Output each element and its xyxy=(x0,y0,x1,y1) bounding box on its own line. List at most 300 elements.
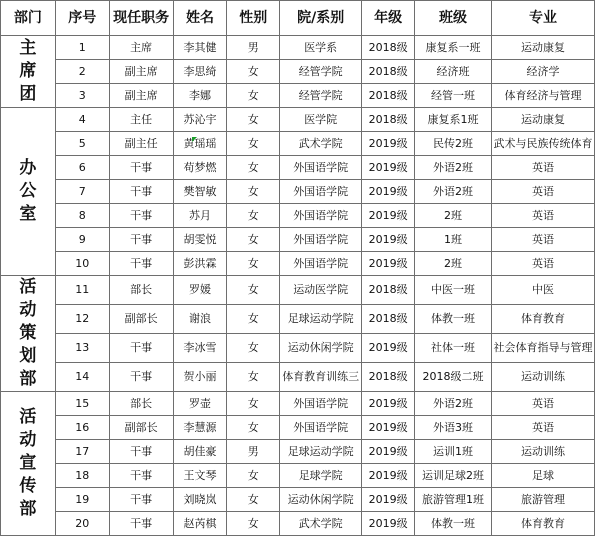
row-school-cell[interactable] xyxy=(280,84,362,108)
row-major: 英语 xyxy=(531,185,554,198)
row-major: 体育教育 xyxy=(520,516,565,530)
row-class: 外语2班 xyxy=(433,396,473,410)
row-school-cell[interactable] xyxy=(280,511,362,535)
row-class-cell[interactable] xyxy=(415,180,492,204)
row-class: 中医一班 xyxy=(431,283,475,297)
row-name: 彭洪霖 xyxy=(183,257,217,270)
row-position-cell[interactable] xyxy=(109,252,173,276)
row-name-cell[interactable] xyxy=(173,108,227,132)
row-index: 3 xyxy=(78,89,86,102)
row-name-cell[interactable] xyxy=(173,252,227,276)
school-header[interactable]: 院/系别 xyxy=(280,1,362,36)
row-school: 足球运动学院 xyxy=(287,444,354,458)
row-class-cell[interactable] xyxy=(415,276,492,305)
row-class-cell[interactable] xyxy=(415,228,492,252)
row-school: 运动医学院 xyxy=(293,283,349,297)
row-major-cell[interactable] xyxy=(491,511,594,535)
row-grade: 2018级 xyxy=(368,89,408,102)
row-grade: 2018级 xyxy=(368,41,408,54)
row-school-cell[interactable] xyxy=(280,304,362,333)
row-name-cell[interactable] xyxy=(173,60,227,84)
row-gender: 女 xyxy=(247,468,259,482)
row-class-cell[interactable] xyxy=(415,463,492,487)
row-class-cell[interactable] xyxy=(415,333,492,362)
row-major-cell[interactable] xyxy=(491,60,594,84)
row-gender-cell[interactable] xyxy=(227,391,280,415)
row-major-cell[interactable] xyxy=(491,463,594,487)
row-grade: 2019级 xyxy=(368,137,408,150)
row-class-cell[interactable] xyxy=(415,132,492,156)
row-position: 干事 xyxy=(130,233,153,246)
row-major-cell[interactable] xyxy=(491,415,594,439)
row-grade-cell[interactable] xyxy=(362,511,415,535)
row-position: 副主席 xyxy=(124,65,158,78)
row-grade: 2019级 xyxy=(368,209,408,222)
row-school: 经管学院 xyxy=(298,65,343,78)
dept-label: 主席团 xyxy=(19,38,37,104)
row-index-cell[interactable] xyxy=(55,84,109,108)
row-major: 英语 xyxy=(531,257,554,270)
row-gender-cell[interactable] xyxy=(227,156,280,180)
row-index-cell[interactable] xyxy=(55,333,109,362)
row-grade-cell[interactable] xyxy=(362,84,415,108)
row-grade-cell[interactable] xyxy=(362,180,415,204)
table-row xyxy=(1,333,595,362)
row-gender-cell[interactable] xyxy=(227,439,280,463)
row-gender-cell[interactable] xyxy=(227,228,280,252)
row-class-cell[interactable] xyxy=(415,362,492,391)
row-gender-cell[interactable] xyxy=(227,60,280,84)
row-name-cell[interactable] xyxy=(173,511,227,535)
row-grade-cell[interactable] xyxy=(362,463,415,487)
row-school: 经管学院 xyxy=(298,89,343,102)
row-position-cell[interactable] xyxy=(109,391,173,415)
table-row xyxy=(1,252,595,276)
row-name: 罗媛 xyxy=(188,283,211,297)
row-index: 8 xyxy=(78,209,86,222)
row-gender-cell[interactable] xyxy=(227,204,280,228)
row-position-cell[interactable] xyxy=(109,487,173,511)
row-position-cell[interactable] xyxy=(109,276,173,305)
row-grade: 2018级 xyxy=(368,283,408,297)
row-major-cell[interactable] xyxy=(491,487,594,511)
row-class: 社体一班 xyxy=(431,341,475,355)
row-index-cell[interactable] xyxy=(55,362,109,391)
row-gender: 女 xyxy=(247,161,259,174)
row-major: 运动康复 xyxy=(520,41,565,54)
row-major-cell[interactable] xyxy=(491,180,594,204)
row-grade-cell[interactable] xyxy=(362,204,415,228)
row-index-cell[interactable] xyxy=(55,204,109,228)
row-name-cell[interactable] xyxy=(173,36,227,60)
row-gender: 女 xyxy=(247,396,259,410)
row-name-cell[interactable] xyxy=(173,333,227,362)
row-index-cell[interactable] xyxy=(55,108,109,132)
major-header[interactable]: 专业 xyxy=(491,1,594,36)
row-name-cell[interactable] xyxy=(173,362,227,391)
row-name-cell[interactable] xyxy=(173,439,227,463)
row-major: 运动康复 xyxy=(520,113,565,126)
row-gender-cell[interactable] xyxy=(227,415,280,439)
row-name: 苏月 xyxy=(188,209,211,222)
row-grade-cell[interactable] xyxy=(362,439,415,463)
row-gender-cell[interactable] xyxy=(227,304,280,333)
row-major-cell[interactable] xyxy=(491,304,594,333)
row-class-cell[interactable] xyxy=(415,204,492,228)
row-school-cell[interactable] xyxy=(280,36,362,60)
row-name: 李思绮 xyxy=(183,65,217,78)
row-index: 12 xyxy=(75,312,90,326)
row-position-cell[interactable] xyxy=(109,204,173,228)
row-name-cell[interactable] xyxy=(173,132,227,156)
row-major: 体育经济与管理 xyxy=(504,89,582,102)
row-school-cell[interactable] xyxy=(280,204,362,228)
row-index-cell[interactable] xyxy=(55,439,109,463)
row-index: 9 xyxy=(78,233,86,246)
row-class: 旅游管理1班 xyxy=(422,492,484,506)
row-name-cell[interactable] xyxy=(173,156,227,180)
row-index-cell[interactable] xyxy=(55,180,109,204)
row-name: 黄瑶瑶 xyxy=(183,137,217,150)
row-position: 干事 xyxy=(130,468,153,482)
row-school-cell[interactable] xyxy=(280,60,362,84)
row-gender-cell[interactable] xyxy=(227,333,280,362)
dept-label: 活动宣传部 xyxy=(19,406,37,519)
row-class-cell[interactable] xyxy=(415,391,492,415)
row-index: 6 xyxy=(78,161,86,174)
table-row xyxy=(1,487,595,511)
row-school-cell[interactable] xyxy=(280,463,362,487)
row-grade-cell[interactable] xyxy=(362,415,415,439)
row-class: 运训1班 xyxy=(433,444,473,458)
dept-cell[interactable] xyxy=(1,276,56,392)
row-gender: 女 xyxy=(247,283,259,297)
row-school: 武术学院 xyxy=(298,516,343,530)
row-gender: 女 xyxy=(247,185,259,198)
row-major-cell[interactable] xyxy=(491,362,594,391)
row-gender: 女 xyxy=(247,65,259,78)
row-school-cell[interactable] xyxy=(280,487,362,511)
row-index: 4 xyxy=(78,113,86,126)
row-class-cell[interactable] xyxy=(415,439,492,463)
row-name: 赵芮棋 xyxy=(183,516,217,530)
dept-cell[interactable] xyxy=(1,391,56,535)
row-index-cell[interactable] xyxy=(55,487,109,511)
row-gender: 女 xyxy=(247,89,259,102)
grade-header[interactable]: 年级 xyxy=(362,1,415,36)
row-major-cell[interactable] xyxy=(491,84,594,108)
dept-header[interactable]: 部门 xyxy=(1,1,56,36)
row-class: 1班 xyxy=(444,233,462,246)
row-grade-cell[interactable] xyxy=(362,333,415,362)
row-name: 李慧源 xyxy=(183,420,217,434)
row-gender-cell[interactable] xyxy=(227,487,280,511)
row-major: 英语 xyxy=(531,209,554,222)
row-index: 2 xyxy=(78,65,86,78)
row-school: 外国语学院 xyxy=(293,257,349,270)
row-position-cell[interactable] xyxy=(109,439,173,463)
row-major-cell[interactable] xyxy=(491,204,594,228)
row-school: 运动休闲学院 xyxy=(287,492,354,506)
row-name: 刘晓岚 xyxy=(183,492,217,506)
row-grade: 2019级 xyxy=(368,492,408,506)
row-index: 18 xyxy=(75,468,90,482)
row-name: 苟梦燃 xyxy=(183,161,217,174)
row-school-cell[interactable] xyxy=(280,156,362,180)
row-position: 干事 xyxy=(130,444,153,458)
row-gender: 女 xyxy=(247,233,259,246)
row-name-cell[interactable] xyxy=(173,391,227,415)
row-major-cell[interactable] xyxy=(491,228,594,252)
row-major: 足球 xyxy=(531,468,554,482)
row-grade-cell[interactable] xyxy=(362,304,415,333)
row-gender-cell[interactable] xyxy=(227,463,280,487)
row-school: 足球运动学院 xyxy=(287,312,354,326)
row-grade-cell[interactable] xyxy=(362,108,415,132)
row-position: 干事 xyxy=(130,209,153,222)
row-index: 17 xyxy=(75,444,90,458)
row-school-cell[interactable] xyxy=(280,391,362,415)
row-major: 中医 xyxy=(531,283,554,297)
row-name-cell[interactable] xyxy=(173,276,227,305)
row-grade: 2019级 xyxy=(368,468,408,482)
row-index: 20 xyxy=(75,516,90,530)
row-position: 部长 xyxy=(130,396,153,410)
row-index-cell[interactable] xyxy=(55,415,109,439)
row-grade: 2018级 xyxy=(368,113,408,126)
row-major: 体育教育 xyxy=(520,312,565,326)
table-row xyxy=(1,415,595,439)
row-school-cell[interactable] xyxy=(280,439,362,463)
row-grade-cell[interactable] xyxy=(362,276,415,305)
row-name: 苏沁宇 xyxy=(183,113,217,126)
row-position-cell[interactable] xyxy=(109,60,173,84)
row-major-cell[interactable] xyxy=(491,156,594,180)
row-position: 副主任 xyxy=(124,137,158,150)
row-position: 干事 xyxy=(130,185,153,198)
table-row xyxy=(1,439,595,463)
row-index-cell[interactable] xyxy=(55,511,109,535)
row-class: 经管一班 xyxy=(431,89,475,102)
row-gender-cell[interactable] xyxy=(227,36,280,60)
row-gender-cell[interactable] xyxy=(227,252,280,276)
table-row xyxy=(1,228,595,252)
row-school: 外国语学院 xyxy=(293,185,349,198)
row-major-cell[interactable] xyxy=(491,333,594,362)
row-major-cell[interactable] xyxy=(491,391,594,415)
row-position: 干事 xyxy=(130,516,153,530)
row-class-cell[interactable] xyxy=(415,156,492,180)
row-position-cell[interactable] xyxy=(109,132,173,156)
row-class: 康复系一班 xyxy=(425,41,481,54)
row-position-cell[interactable] xyxy=(109,180,173,204)
row-grade-cell[interactable] xyxy=(362,391,415,415)
row-major-cell[interactable] xyxy=(491,132,594,156)
row-name: 王文琴 xyxy=(183,468,217,482)
class-header[interactable]: 班级 xyxy=(415,1,492,36)
row-grade-cell[interactable] xyxy=(362,36,415,60)
row-index-cell[interactable] xyxy=(55,391,109,415)
row-grade-cell[interactable] xyxy=(362,156,415,180)
row-major-cell[interactable] xyxy=(491,252,594,276)
table-row xyxy=(1,108,595,132)
row-grade: 2018级 xyxy=(368,370,408,384)
row-school-cell[interactable] xyxy=(280,180,362,204)
row-position-cell[interactable] xyxy=(109,333,173,362)
table-row xyxy=(1,511,595,535)
row-index: 14 xyxy=(75,370,90,384)
row-position-cell[interactable] xyxy=(109,304,173,333)
row-school-cell[interactable] xyxy=(280,362,362,391)
row-school-cell[interactable] xyxy=(280,108,362,132)
row-name-cell[interactable] xyxy=(173,228,227,252)
row-grade-cell[interactable] xyxy=(362,252,415,276)
row-class-cell[interactable] xyxy=(415,487,492,511)
row-index: 15 xyxy=(75,396,90,410)
row-gender-cell[interactable] xyxy=(227,132,280,156)
table-row xyxy=(1,36,595,60)
row-position-cell[interactable] xyxy=(109,108,173,132)
row-grade-cell[interactable] xyxy=(362,487,415,511)
table-row xyxy=(1,304,595,333)
row-name-cell[interactable] xyxy=(173,487,227,511)
row-grade-cell[interactable] xyxy=(362,228,415,252)
row-major-cell[interactable] xyxy=(491,108,594,132)
row-class-cell[interactable] xyxy=(415,84,492,108)
row-name-cell[interactable] xyxy=(173,84,227,108)
row-grade: 2019级 xyxy=(368,161,408,174)
row-major-cell[interactable] xyxy=(491,276,594,305)
row-name: 樊智敏 xyxy=(183,185,217,198)
row-gender: 女 xyxy=(247,209,259,222)
position-header[interactable]: 现任职务 xyxy=(109,1,173,36)
dept-cell[interactable] xyxy=(1,108,56,276)
dept-cell[interactable] xyxy=(1,36,56,108)
row-class-cell[interactable] xyxy=(415,36,492,60)
row-position: 干事 xyxy=(130,492,153,506)
row-grade: 2019级 xyxy=(368,444,408,458)
row-position-cell[interactable] xyxy=(109,84,173,108)
row-class-cell[interactable] xyxy=(415,60,492,84)
table-row xyxy=(1,204,595,228)
table-row xyxy=(1,362,595,391)
row-gender-cell[interactable] xyxy=(227,84,280,108)
row-position-cell[interactable] xyxy=(109,36,173,60)
row-position-cell[interactable] xyxy=(109,415,173,439)
row-name-cell[interactable] xyxy=(173,415,227,439)
row-school-cell[interactable] xyxy=(280,276,362,305)
row-position: 干事 xyxy=(130,370,153,384)
row-school: 外国语学院 xyxy=(293,396,349,410)
row-gender: 男 xyxy=(247,41,259,54)
row-school-cell[interactable] xyxy=(280,228,362,252)
row-class-cell[interactable] xyxy=(415,252,492,276)
row-school: 外国语学院 xyxy=(293,209,349,222)
row-index-cell[interactable] xyxy=(55,156,109,180)
row-major-cell[interactable] xyxy=(491,36,594,60)
name-header[interactable]: 姓名 xyxy=(173,1,227,36)
row-class-cell[interactable] xyxy=(415,108,492,132)
table-row xyxy=(1,180,595,204)
row-class: 2班 xyxy=(444,257,462,270)
row-class: 外语3班 xyxy=(433,420,473,434)
cell-comment-marker xyxy=(192,137,197,142)
row-class-cell[interactable] xyxy=(415,415,492,439)
row-position: 干事 xyxy=(130,257,153,270)
row-index-cell[interactable] xyxy=(55,276,109,305)
row-grade: 2018级 xyxy=(368,65,408,78)
row-position: 干事 xyxy=(130,161,153,174)
row-name-cell[interactable] xyxy=(173,463,227,487)
row-gender-cell[interactable] xyxy=(227,362,280,391)
row-position: 副部长 xyxy=(124,420,158,434)
row-name: 胡雯悦 xyxy=(183,233,217,246)
row-class-cell[interactable] xyxy=(415,304,492,333)
row-name: 贺小丽 xyxy=(183,370,217,384)
row-gender-cell[interactable] xyxy=(227,108,280,132)
row-gender-cell[interactable] xyxy=(227,180,280,204)
row-grade-cell[interactable] xyxy=(362,132,415,156)
row-index-cell[interactable] xyxy=(55,60,109,84)
row-position: 干事 xyxy=(130,341,153,355)
row-index-cell[interactable] xyxy=(55,304,109,333)
row-school: 运动休闲学院 xyxy=(287,341,354,355)
gender-header[interactable]: 性别 xyxy=(227,1,280,36)
table-row xyxy=(1,60,595,84)
row-name-cell[interactable] xyxy=(173,304,227,333)
table-row xyxy=(1,276,595,305)
row-position-cell[interactable] xyxy=(109,228,173,252)
row-index: 16 xyxy=(75,420,90,434)
row-position-cell[interactable] xyxy=(109,511,173,535)
row-class-cell[interactable] xyxy=(415,511,492,535)
row-name-cell[interactable] xyxy=(173,180,227,204)
row-school-cell[interactable] xyxy=(280,132,362,156)
table-row xyxy=(1,463,595,487)
row-grade-cell[interactable] xyxy=(362,362,415,391)
row-gender: 女 xyxy=(247,420,259,434)
row-major-cell[interactable] xyxy=(491,439,594,463)
row-school-cell[interactable] xyxy=(280,333,362,362)
row-index-cell[interactable] xyxy=(55,132,109,156)
row-position-cell[interactable] xyxy=(109,156,173,180)
row-major: 运动训练 xyxy=(520,370,565,384)
row-class: 外语2班 xyxy=(433,185,473,198)
dept-label: 活动策划部 xyxy=(19,277,37,389)
row-position-cell[interactable] xyxy=(109,463,173,487)
row-index-cell[interactable] xyxy=(55,252,109,276)
row-index-cell[interactable] xyxy=(55,228,109,252)
row-gender: 女 xyxy=(247,312,259,326)
row-index: 5 xyxy=(78,137,86,150)
row-grade: 2019级 xyxy=(368,516,408,530)
row-name: 李娜 xyxy=(188,89,211,102)
row-position-cell[interactable] xyxy=(109,362,173,391)
row-gender-cell[interactable] xyxy=(227,511,280,535)
index-header[interactable]: 序号 xyxy=(55,1,109,36)
row-gender: 男 xyxy=(247,444,259,458)
row-name-cell[interactable] xyxy=(173,204,227,228)
row-school-cell[interactable] xyxy=(280,415,362,439)
row-index-cell[interactable] xyxy=(55,463,109,487)
row-school: 医学系 xyxy=(304,41,338,54)
row-gender-cell[interactable] xyxy=(227,276,280,305)
row-grade-cell[interactable] xyxy=(362,60,415,84)
row-school-cell[interactable] xyxy=(280,252,362,276)
table-row xyxy=(1,132,595,156)
row-grade: 2019级 xyxy=(368,185,408,198)
row-index-cell[interactable] xyxy=(55,36,109,60)
